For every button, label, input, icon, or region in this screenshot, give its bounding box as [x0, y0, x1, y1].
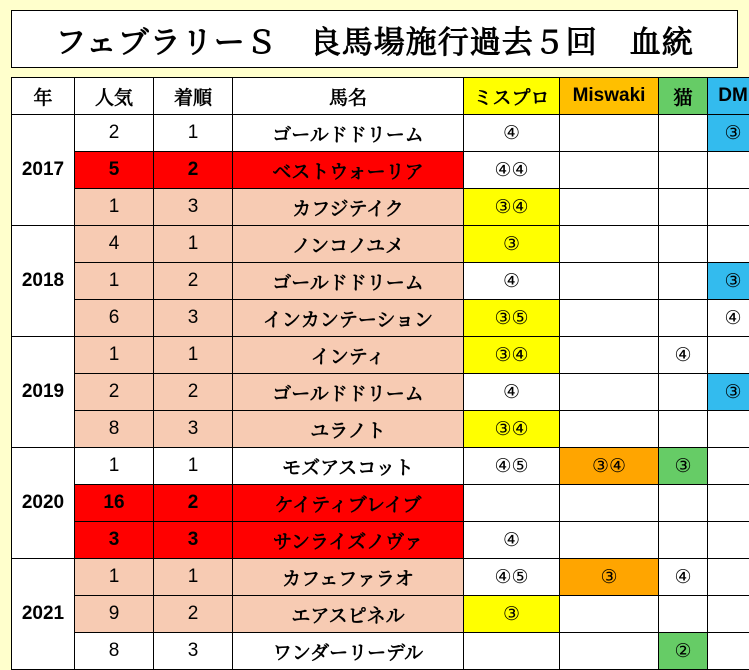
cell-finish: 2 — [154, 374, 233, 411]
cell-dm: ③ — [708, 374, 749, 411]
cell-miswaki — [560, 152, 659, 189]
cell-popularity: 8 — [75, 633, 154, 670]
cell-popularity: 1 — [75, 448, 154, 485]
cell-horse-name: インカンテーション — [233, 300, 464, 337]
cell-mrprospector — [464, 485, 560, 522]
cell-horse-name: モズアスコット — [233, 448, 464, 485]
table-row — [12, 263, 749, 300]
column-header-year: 年 — [12, 78, 75, 115]
table-row — [12, 559, 749, 596]
cell-popularity: 1 — [75, 189, 154, 226]
cell-mrprospector: ③④ — [464, 189, 560, 226]
cell-finish: 1 — [154, 448, 233, 485]
cell-dm: ③ — [708, 115, 749, 152]
cell-mrprospector: ④⑤ — [464, 448, 560, 485]
cell-mrprospector: ④ — [464, 522, 560, 559]
cell-dm — [708, 411, 749, 448]
cell-miswaki: ③④ — [560, 448, 659, 485]
cell-finish: 3 — [154, 411, 233, 448]
column-header-popularity: 人気 — [75, 78, 154, 115]
cell-horse-name: エアスピネル — [233, 596, 464, 633]
cell-popularity: 8 — [75, 411, 154, 448]
cell-popularity: 16 — [75, 485, 154, 522]
cell-finish: 3 — [154, 189, 233, 226]
column-header-mrprospector: ミスプロ — [464, 78, 560, 115]
cell-horse-name: ゴールドドリーム — [233, 263, 464, 300]
cell-cat — [659, 522, 708, 559]
cell-cat — [659, 189, 708, 226]
column-header-cat: 猫 — [659, 78, 708, 115]
cell-cat: ② — [659, 633, 708, 670]
cell-dm — [708, 226, 749, 263]
table-row — [12, 596, 749, 633]
cell-cat — [659, 115, 708, 152]
cell-mrprospector: ④ — [464, 115, 560, 152]
table-body — [12, 115, 749, 670]
cell-mrprospector: ③ — [464, 596, 560, 633]
cell-finish: 1 — [154, 226, 233, 263]
cell-horse-name: インティ — [233, 337, 464, 374]
cell-year: 2018 — [12, 226, 75, 337]
cell-popularity: 1 — [75, 559, 154, 596]
cell-popularity: 1 — [75, 263, 154, 300]
cell-horse-name: ユラノト — [233, 411, 464, 448]
cell-finish: 2 — [154, 485, 233, 522]
table-row — [12, 226, 749, 263]
cell-popularity: 4 — [75, 226, 154, 263]
cell-popularity: 6 — [75, 300, 154, 337]
cell-finish: 2 — [154, 152, 233, 189]
cell-horse-name: サンライズノヴァ — [233, 522, 464, 559]
cell-miswaki — [560, 115, 659, 152]
cell-miswaki — [560, 411, 659, 448]
cell-mrprospector: ④⑤ — [464, 559, 560, 596]
cell-popularity: 1 — [75, 337, 154, 374]
cell-finish: 3 — [154, 300, 233, 337]
table-row — [12, 189, 749, 226]
cell-miswaki — [560, 633, 659, 670]
cell-horse-name: ノンコノユメ — [233, 226, 464, 263]
column-header-dm: DM — [708, 78, 749, 115]
cell-finish: 2 — [154, 263, 233, 300]
cell-horse-name: カフジテイク — [233, 189, 464, 226]
cell-mrprospector: ③④ — [464, 411, 560, 448]
cell-miswaki — [560, 337, 659, 374]
table-row — [12, 485, 749, 522]
cell-horse-name: ベストウォーリア — [233, 152, 464, 189]
cell-year: 2020 — [12, 448, 75, 559]
table-row — [12, 152, 749, 189]
cell-popularity: 3 — [75, 522, 154, 559]
cell-miswaki — [560, 263, 659, 300]
cell-dm — [708, 189, 749, 226]
cell-miswaki — [560, 596, 659, 633]
cell-cat — [659, 263, 708, 300]
cell-mrprospector: ④ — [464, 263, 560, 300]
table-row — [12, 337, 749, 374]
cell-cat — [659, 596, 708, 633]
cell-dm — [708, 596, 749, 633]
table-row — [12, 448, 749, 485]
cell-dm: ③ — [708, 263, 749, 300]
cell-cat — [659, 374, 708, 411]
cell-dm — [708, 448, 749, 485]
table-row — [12, 115, 749, 152]
cell-cat: ④ — [659, 337, 708, 374]
table-row — [12, 633, 749, 670]
cell-horse-name: ケイティブレイブ — [233, 485, 464, 522]
cell-horse-name: ワンダーリーデル — [233, 633, 464, 670]
cell-dm — [708, 152, 749, 189]
cell-finish: 3 — [154, 633, 233, 670]
cell-mrprospector — [464, 633, 560, 670]
cell-cat — [659, 485, 708, 522]
cell-cat: ③ — [659, 448, 708, 485]
cell-horse-name: ゴールドドリーム — [233, 374, 464, 411]
cell-dm — [708, 633, 749, 670]
cell-miswaki: ③ — [560, 559, 659, 596]
cell-dm — [708, 522, 749, 559]
cell-popularity: 9 — [75, 596, 154, 633]
cell-mrprospector: ④ — [464, 374, 560, 411]
cell-miswaki — [560, 485, 659, 522]
column-header-miswaki: Miswaki — [560, 78, 659, 115]
table-row — [12, 374, 749, 411]
cell-mrprospector: ③⑤ — [464, 300, 560, 337]
cell-finish: 1 — [154, 337, 233, 374]
cell-popularity: 2 — [75, 374, 154, 411]
cell-miswaki — [560, 300, 659, 337]
table-row — [12, 411, 749, 448]
title-bar — [11, 10, 738, 68]
cell-dm — [708, 485, 749, 522]
table-row — [12, 300, 749, 337]
cell-cat — [659, 300, 708, 337]
header-row — [12, 78, 749, 115]
table-row — [12, 522, 749, 559]
cell-miswaki — [560, 522, 659, 559]
cell-finish: 3 — [154, 522, 233, 559]
cell-horse-name: ゴールドドリーム — [233, 115, 464, 152]
cell-dm: ④ — [708, 300, 749, 337]
cell-cat — [659, 411, 708, 448]
cell-year: 2019 — [12, 337, 75, 448]
column-header-horse-name: 馬名 — [233, 78, 464, 115]
cell-finish: 2 — [154, 596, 233, 633]
table-header — [12, 78, 749, 115]
cell-cat: ④ — [659, 559, 708, 596]
cell-miswaki — [560, 226, 659, 263]
cell-mrprospector: ④④ — [464, 152, 560, 189]
cell-finish: 1 — [154, 559, 233, 596]
cell-dm — [708, 337, 749, 374]
cell-miswaki — [560, 189, 659, 226]
page-title: フェブラリーＳ 良馬場施行過去５回 血統 — [55, 17, 693, 62]
cell-horse-name: カフェファラオ — [233, 559, 464, 596]
cell-popularity: 2 — [75, 115, 154, 152]
cell-year: 2017 — [12, 115, 75, 226]
cell-mrprospector: ③④ — [464, 337, 560, 374]
cell-miswaki — [560, 374, 659, 411]
cell-mrprospector: ③ — [464, 226, 560, 263]
cell-year: 2021 — [12, 559, 75, 670]
cell-popularity: 5 — [75, 152, 154, 189]
cell-finish: 1 — [154, 115, 233, 152]
cell-cat — [659, 226, 708, 263]
column-header-finish: 着順 — [154, 78, 233, 115]
results-table — [11, 77, 749, 670]
cell-cat — [659, 152, 708, 189]
cell-dm — [708, 559, 749, 596]
